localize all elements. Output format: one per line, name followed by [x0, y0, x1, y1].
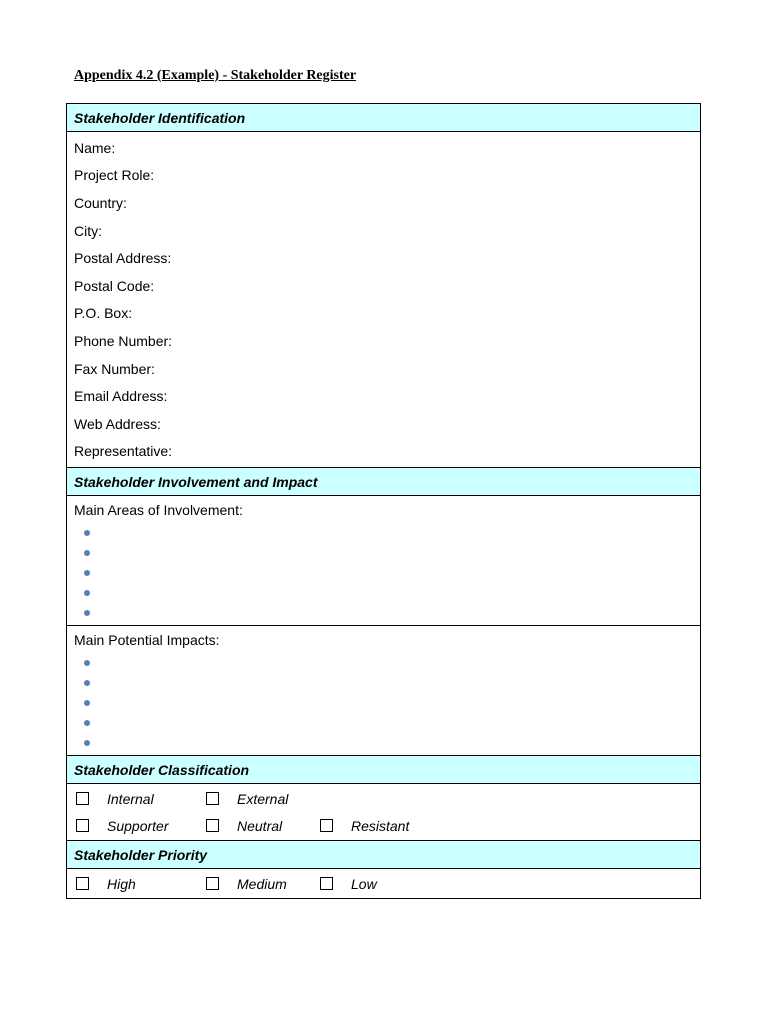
field-phone-number[interactable]: Phone Number:	[74, 332, 173, 349]
bullet-item[interactable]	[67, 583, 700, 603]
option-external[interactable]	[206, 785, 288, 812]
option-neutral[interactable]	[206, 812, 282, 839]
option-neutral-label: Neutral	[237, 817, 283, 834]
option-internal-label: Internal	[107, 790, 154, 807]
checkbox-resistant[interactable]	[320, 819, 333, 832]
checkbox-low[interactable]	[320, 877, 333, 890]
stakeholder-register-form	[66, 103, 701, 899]
classification-row-1	[67, 785, 700, 812]
classification-row-2	[67, 812, 700, 839]
option-medium[interactable]	[206, 870, 287, 897]
option-resistant[interactable]	[320, 812, 409, 839]
checkbox-high[interactable]	[76, 877, 89, 890]
potential-impacts-label: Main Potential Impacts:	[74, 632, 220, 649]
field-email-address[interactable]: Email Address:	[74, 388, 168, 405]
bullet-item[interactable]	[67, 653, 700, 673]
impacts-bullet-list	[67, 653, 700, 755]
option-internal[interactable]	[76, 785, 154, 812]
areas-bullet-list	[67, 523, 700, 625]
field-name[interactable]: Name:	[74, 139, 116, 156]
section-header-classification: Stakeholder Classification	[67, 756, 700, 784]
option-high-label: High	[107, 875, 136, 892]
field-project-role[interactable]: Project Role:	[74, 167, 155, 184]
field-web-address[interactable]: Web Address:	[74, 415, 161, 432]
field-city[interactable]: City:	[74, 222, 102, 239]
option-low-label: Low	[351, 875, 377, 892]
potential-impacts-block[interactable]	[67, 626, 700, 756]
field-postal-code[interactable]: Postal Code:	[74, 277, 155, 294]
identification-fields	[67, 132, 700, 468]
option-resistant-label: Resistant	[351, 817, 410, 834]
option-supporter-label: Supporter	[107, 817, 169, 834]
option-medium-label: Medium	[237, 875, 287, 892]
bullet-item[interactable]	[67, 713, 700, 733]
checkbox-medium[interactable]	[206, 877, 219, 890]
option-low[interactable]	[320, 870, 377, 897]
section-header-identification: Stakeholder Identification	[67, 104, 700, 132]
field-representative[interactable]: Representative:	[74, 443, 173, 460]
priority-row	[67, 870, 700, 897]
bullet-item[interactable]	[67, 543, 700, 563]
field-country[interactable]: Country:	[74, 194, 127, 211]
option-external-label: External	[237, 790, 289, 807]
bullet-item[interactable]	[67, 523, 700, 543]
classification-options	[67, 784, 700, 841]
checkbox-internal[interactable]	[76, 792, 89, 805]
field-postal-address[interactable]: Postal Address:	[74, 250, 172, 267]
checkbox-neutral[interactable]	[206, 819, 219, 832]
option-high[interactable]	[76, 870, 136, 897]
areas-of-involvement-label: Main Areas of Involvement:	[74, 502, 243, 519]
areas-of-involvement-block[interactable]	[67, 496, 700, 626]
bullet-item[interactable]	[67, 733, 700, 753]
field-po-box[interactable]: P.O. Box:	[74, 305, 133, 322]
bullet-item[interactable]	[67, 673, 700, 693]
field-fax-number[interactable]: Fax Number:	[74, 360, 155, 377]
section-header-involvement: Stakeholder Involvement and Impact	[67, 468, 700, 496]
checkbox-external[interactable]	[206, 792, 219, 805]
bullet-item[interactable]	[67, 563, 700, 583]
section-header-priority: Stakeholder Priority	[67, 841, 700, 869]
page-title: Appendix 4.2 (Example) - Stakeholder Register	[74, 68, 357, 83]
bullet-item[interactable]	[67, 693, 700, 713]
option-supporter[interactable]	[76, 812, 168, 839]
checkbox-supporter[interactable]	[76, 819, 89, 832]
bullet-item[interactable]	[67, 603, 700, 623]
priority-options	[67, 869, 700, 898]
